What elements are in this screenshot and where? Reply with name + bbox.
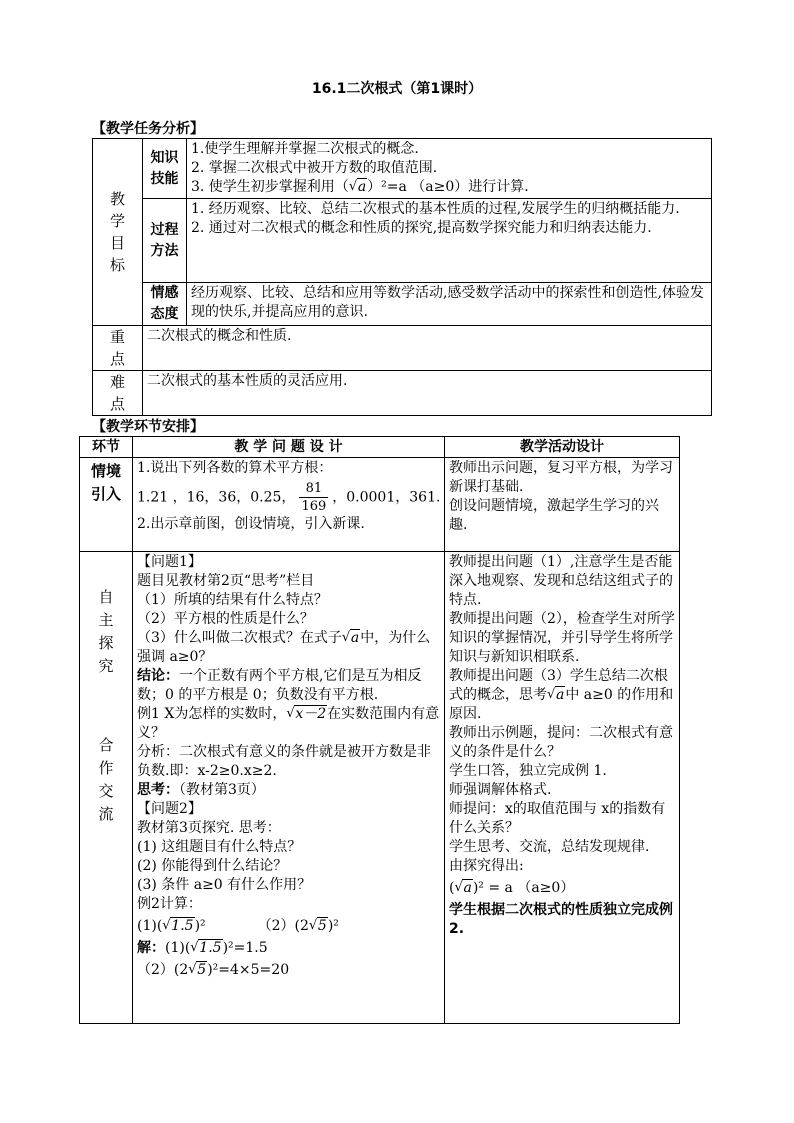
stage-intro-label: 情境 引入	[80, 458, 133, 552]
sqrt-symbol: √ a	[547, 686, 565, 705]
focus-label: 重 点	[93, 326, 143, 371]
focus-content: 二次根式的概念和性质.	[143, 326, 712, 371]
sqrt-symbol: √ a	[349, 178, 367, 197]
difficulty-label: 难 点	[93, 371, 143, 416]
fraction-81-169: $\frac{81}{169}$	[301, 481, 327, 514]
header-question-design: 教 学 问 题 设 计	[133, 437, 445, 458]
sqrt-symbol: √ a	[342, 629, 360, 648]
teaching-plan-table	[79, 436, 680, 1024]
header-activity-design: 教学活动设计	[445, 437, 680, 458]
difficulty-content: 二次根式的基本性质的灵活应用.	[143, 371, 712, 416]
sqrt-symbol: √ a	[454, 879, 472, 898]
explore-activities: 教师提出问题（1）,注意学生是否能深入地观察、发现和总结这组式子的特点. 教师提出问题（2），检查学生对所学知识的掌握情况，并引导学生将所学知识与新知识相联系. 教师提出问题（3）学生总结二次根式的概念，思考√ a中 a≥0 的作用和原因. 教师出示例题，提问：二次根式有意义的条件是什么？ 学生口答，独立完成例 1. 师强调解体格式. 师提问：x的取值范围与 x的指数有什么关系？ 学生思考、交流，总结发现规律. 由探究得出: (√ a)² = a （a≥0） 学生根据二次根式的性质独立完成例 2.	[445, 552, 680, 1024]
goal-label: 教 学 目 标	[93, 139, 143, 326]
knowledge-label: 知识 技能	[143, 139, 187, 199]
stage-explore-label: 自 主 探 究 合 作 交 流	[80, 552, 133, 1024]
explore-questions: 【问题1】 题目见教材第2页“思考”栏目 （1）所填的结果有什么特点？ （2）平方根的性质是什么？ （3）什么叫做二次根式？在式子√ a中，为什么强调 a≥0？ 结论：一个正数有两个平方根,它们是互为相反数；0 的平方根是 0；负数没有平方根. 例1 X为怎样的实数时，√ x－2在实数范围内有意义？ 分析：二次根式有意义的条件就是被开方数是非负数.即：x-2≥0.x≥2. 思考：（教材第3页） 【问题2】 教材第3页探究. 思考： (1) 这组题目有什么特点？ (2) 你能得到什么结论？ (3) 条件 a≥0 有什么作用？ 例2计算： (1)(√ 1.5)² （2）(2√ 5)² 解：(1)(√ 1.5)²=1.5 （2）(2√ 5)²=4×5=20	[133, 552, 445, 1024]
section-heading-plan: 【教学环节安排】	[92, 419, 204, 435]
task-analysis-table	[92, 138, 712, 416]
knowledge-content: 1.使学生理解并掌握二次根式的概念. 2. 掌握二次根式中被开方数的取值范围. 3. 使学生初步掌握利用（√ a）²=a （a≥0）进行计算.	[187, 139, 712, 199]
emotion-content: 经历观察、比较、总结和应用等数学活动,感受数学活动中的探索性和创造性,体验发现的快乐,并提高应用的意识.	[187, 283, 712, 326]
emotion-label: 情感 态度	[143, 283, 187, 326]
process-content: 1. 经历观察、比较、总结二次根式的基本性质的过程,发展学生的归纳概括能力. 2. 通过对二次根式的概念和性质的探究,提高数学探究能力和归纳表达能力.	[187, 199, 712, 283]
sqrt-symbol: √ 5	[309, 917, 328, 936]
sqrt-symbol: √ 1.5	[162, 917, 194, 936]
page-title: 16.1二次根式（第1课时）	[311, 81, 483, 97]
sqrt-symbol: √ 5	[188, 961, 207, 980]
sqrt-symbol: √ 1.5	[190, 939, 222, 958]
sqrt-symbol: √ x－2	[286, 705, 327, 724]
intro-activities: 教师出示问题，复习平方根，为学习新课打基础. 创设问题情境，激起学生学习的兴趣.	[445, 458, 680, 552]
intro-questions: 1.说出下列各数的算术平方根： 1.21 ，16，36，0.25， $\frac{81}{169}$ ，0.0001，361. 2.出示章前图，创设情境，引入新课.	[133, 458, 445, 552]
process-label: 过程 方法	[143, 199, 187, 283]
header-stage: 环节	[80, 437, 133, 458]
section-heading-task-analysis: 【教学任务分析】	[92, 121, 204, 137]
